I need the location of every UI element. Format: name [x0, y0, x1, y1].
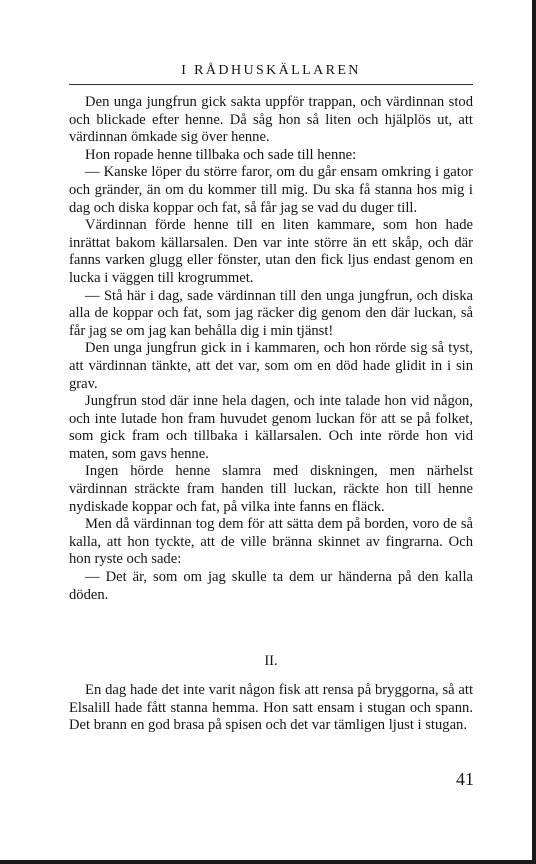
paragraph: Ingen hörde henne slamra med diskningen, men närhelst värdinnan sträckte fram handen till luckan, räckte hon till henne nydiskade koppar och fat, på vilka inte fanns en fläck. [69, 463, 473, 515]
page-edge-bottom [0, 860, 536, 864]
section-heading: II. [264, 653, 278, 669]
paragraph: — Stå här i dag, sade värdinnan till den unga jungfrun, och diska alla de koppar och fat, som jag räcker dig genom den där luckan, så får jag se om jag kan behålla dig i min tjänst! [69, 287, 473, 339]
paragraph: — Det är, som om jag skulle ta dem ur händerna på den kalla döden. [69, 569, 473, 603]
section-1-text [69, 94, 473, 604]
paragraph: Jungfrun stod där inne hela dagen, och inte talade hon vid någon, och inte lutade hon fram huvudet genom luckan för att se på folket, som gick fram och tillbaka i källarsalen. Och inte rörde hon vid maten, som gavs henne. [69, 393, 473, 462]
paragraph: Men då värdinnan tog dem för att sätta dem på borden, voro de så kalla, att hon tyckte, att de ville bränna skinnet av fingrarna. Och hon ryste och sade: [69, 516, 473, 568]
paragraph: Den unga jungfrun gick in i kammaren, och hon rörde sig så tyst, att värdinnan tänkte, att det var, som om en död hade glidit in i sin grav. [69, 340, 473, 392]
paragraph: Hon ropade henne tillbaka och sade till henne: [85, 146, 357, 163]
running-head: I RÅDHUSKÄLLAREN [181, 63, 361, 78]
page-number: 41 [456, 769, 474, 789]
paragraph: En dag hade det inte varit någon fisk att rensa på bryggorna, så att Elsalill hade fått stanna hemma. Hon satt ensam i stugan och spann. Det brann en god brasa på spisen och det var tämligen ljust i stugan. [69, 682, 473, 734]
header-rule [69, 84, 473, 85]
page-edge-right [532, 0, 536, 864]
section-2-text [69, 682, 473, 735]
paragraph: Den unga jungfrun gick sakta uppför trappan, och värdinnan stod och blickade efter henne. Då såg hon så liten och hjälplös ut, att värdinnan ömkade sig över henne. [69, 94, 473, 146]
paragraph: — Kanske löper du större faror, om du går ensam omkring i gator och gränder, än om du kommer till mig. Du ska få stanna hos mig i dag och diska koppar och fat, så får jag se vad du duger till. [69, 164, 473, 216]
paragraph: Värdinnan förde henne till en liten kammare, som hon hade inrättat bakom källarsalen. Den var inte större än ett skåp, och där fanns varken glugg eller fönster, utan den fick ljus endast genom en lucka i väggen till krogrummet. [69, 217, 473, 286]
